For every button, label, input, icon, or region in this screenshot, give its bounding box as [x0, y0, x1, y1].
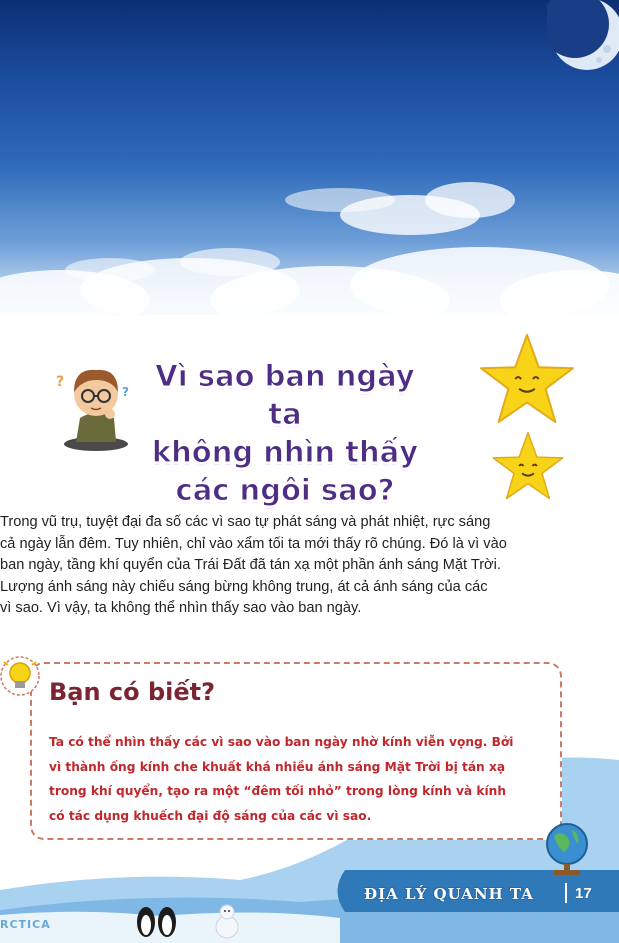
did-you-know-box	[30, 662, 562, 840]
info-line: có tác dụng khuếch đại độ sáng của các vì sao.	[49, 808, 372, 823]
did-you-know-text	[49, 730, 559, 828]
map-label: RCTICA	[0, 918, 51, 931]
thinking-kid-icon	[52, 358, 136, 454]
penguin-icon	[134, 900, 180, 940]
body-line: vì sao. Vì vậy, ta không thể nhìn thấy sao vào ban ngày.	[0, 600, 362, 617]
polar-bear-icon	[212, 903, 242, 939]
globe-icon	[532, 818, 602, 878]
body-line: Lượng ánh sáng này chiếu sáng bừng không trung, át cả ánh sáng của các	[0, 578, 488, 595]
section-title: ĐỊA LÝ QUANH TA	[364, 885, 534, 903]
smiling-star-icon	[491, 430, 565, 502]
svg-text:?: ?	[122, 385, 129, 399]
page-number: 17	[575, 885, 592, 902]
body-line: Trong vũ trụ, tuyệt đại đa số các vì sao tự phát sáng và phát nhiệt, rực sáng	[0, 514, 491, 530]
body-paragraph	[0, 512, 610, 620]
moon-icon	[547, 0, 619, 74]
info-line: trong khí quyển, tạo ra một “đêm tối nhỏ” trong lòng kính và kính	[49, 784, 507, 798]
body-line: ban ngày, tầng khí quyển của Trái Đất đã tán xạ một phần ánh sáng Mặt Trời.	[0, 557, 501, 574]
info-line: Ta có thể nhìn thấy các vì sao vào ban ngày nhờ kính viễn vọng. Bởi	[49, 735, 514, 749]
title-line: các ngôi sao?	[175, 473, 395, 507]
smiling-star-icon	[478, 332, 576, 426]
did-you-know-heading: Bạn có biết?	[49, 678, 216, 706]
title-line: Vì sao ban ngày ta	[155, 359, 415, 431]
title-line: không nhìn thấy	[151, 435, 419, 469]
info-line: vì thành ống kính che khuất khá nhiều ánh sáng Mặt Trời bị tán xạ	[49, 759, 506, 774]
clouds-illustration	[0, 0, 619, 345]
body-line: cả ngày lẫn đêm. Tuy nhiên, chỉ vào xẩm tối ta mới thấy rõ chúng. Đó là vì vào	[0, 535, 507, 552]
svg-text:?: ?	[56, 374, 65, 390]
page-title	[140, 357, 430, 509]
footer-divider	[565, 883, 567, 903]
lightbulb-icon	[0, 648, 40, 706]
